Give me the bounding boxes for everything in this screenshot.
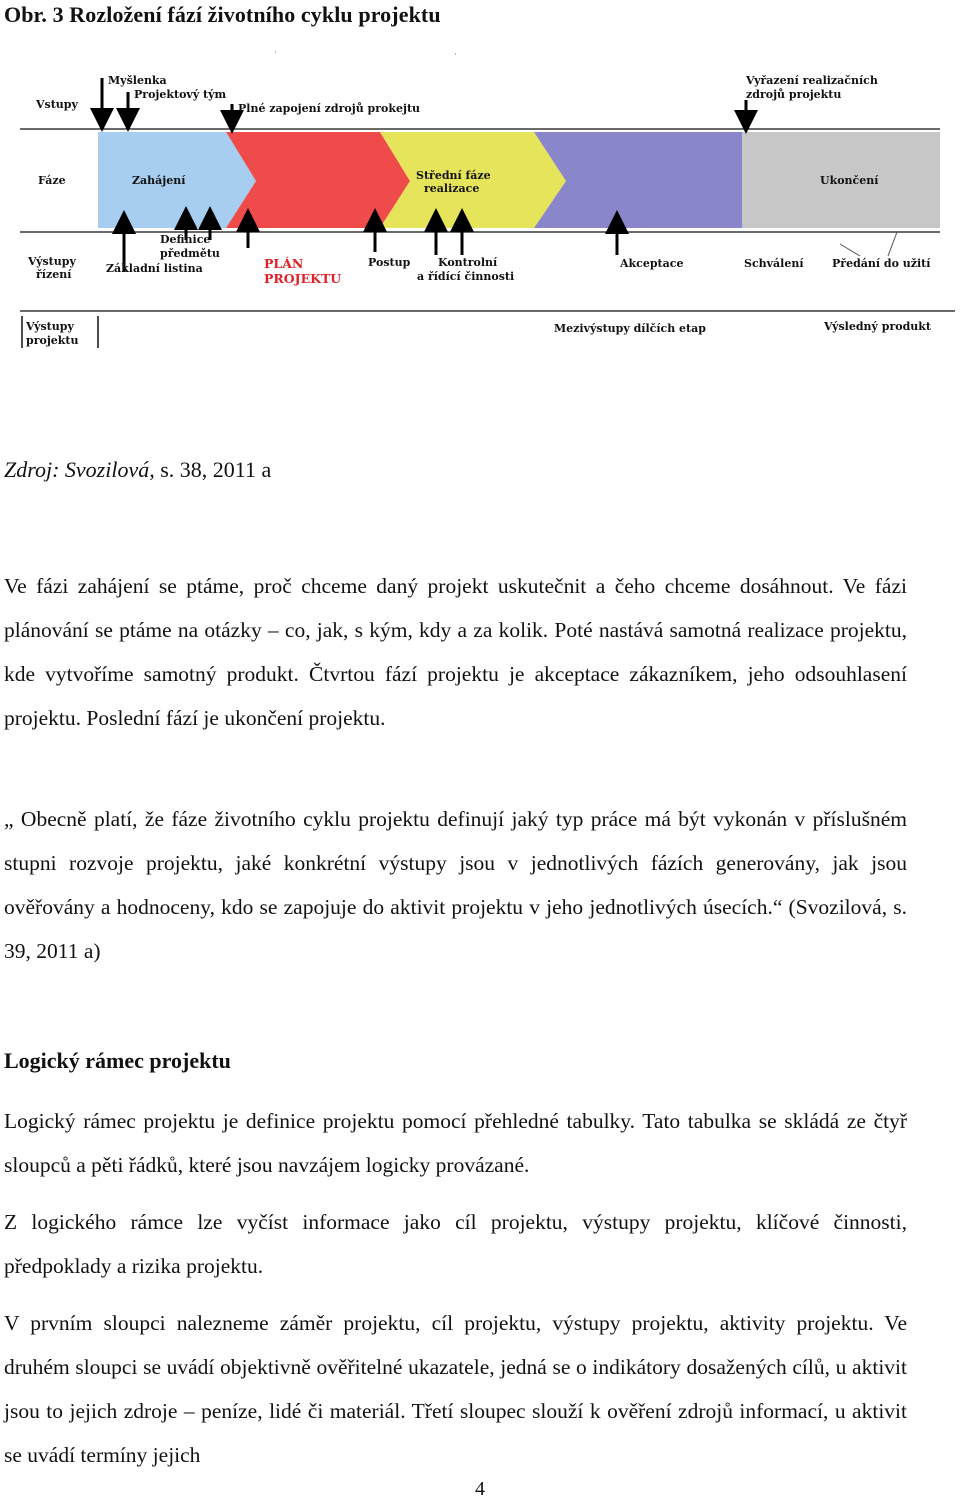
lifecycle-svg: [0, 40, 960, 370]
page-number: 4: [475, 1478, 485, 1500]
source-rest: s. 38, 2011 a: [154, 457, 272, 482]
input-release-1: Vyřazení realizačních: [746, 74, 878, 87]
paragraph-logframe-3: V prvním sloupci nalezneme záměr projektu, cíl projektu, výstupy projektu, aktivity projektu. Ve druhém sloupci se uvádí objektivně ověřitelné ukazatele, jedná se o indikátory dosažených cílů, u aktivit jsou to jejich zdroje – peníze, lidé či materiál. Třetí sloupec slouží k ověření zdrojů informací, u aktivit se uvádí termíny jejich: [4, 1311, 907, 1467]
source-author: Zdroj: Svozilová,: [4, 457, 155, 482]
paragraph-phases: Ve fázi zahájení se ptáme, proč chceme daný projekt uskutečnit a čeho chceme dosáhnout. Ve fázi plánování se ptáme na otázky – co, jak, s kým, kdy a za kolik. Poté nastává samotná realizace projektu, kde vytvoříme samotný produkt. Čtvrtou fází projektu je akceptace zákazníkem, jeho odsouhlasení projektu. Poslední fází je ukončení projektu.: [4, 574, 907, 730]
row-label-phases: Fáze: [38, 174, 66, 187]
input-release-2: zdrojů projektu: [746, 88, 842, 101]
paragraph-quote: „ Obecně platí, že fáze životního cyklu projektu definují jaký typ práce má být vykonán v příslušném stupni rozvoje projektu, jaké konkrétní výstupy jsou v jednotlivých fázích generovány, jak jsou ověřovány a hodnoceny, kdo se zapojuje do aktivit projektu v jeho jednotlivých úsecích.“ (Svozilová, s. 39, 2011 a): [4, 807, 907, 963]
mgmt-charter: Základní listina: [106, 262, 203, 275]
phase-label-execution-2: realizace: [424, 182, 480, 195]
mgmt-definition-1: Definice: [160, 233, 211, 246]
input-team: Projektový tým: [134, 88, 227, 101]
mgmt-definition-2: předmětu: [160, 247, 220, 260]
row-label-outputs-2: projektu: [26, 334, 79, 347]
mgmt-approval: Schválení: [744, 257, 804, 270]
phase-label-initiation: Zahájení: [132, 174, 186, 187]
mgmt-control-1: Kontrolní: [438, 256, 498, 269]
mgmt-plan-1: PLÁN: [264, 256, 304, 271]
mgmt-progress: Postup: [368, 256, 411, 269]
row-label-inputs: Vstupy: [36, 98, 78, 111]
paragraph-logframe-1: Logický rámec projektu je definice projektu pomocí přehledné tabulky. Tato tabulka se skládá ze čtyř sloupců a pěti řádků, které jsou navzájem logicky provázané.: [4, 1109, 907, 1177]
phase-label-execution-1: Střední fáze: [416, 169, 491, 182]
project-lifecycle-diagram: [0, 40, 960, 370]
input-resources: Plné zapojení zdrojů prokejtu: [238, 102, 421, 115]
section-heading: Logický rámec projektu: [4, 1048, 231, 1073]
row-label-mgmt-1: Výstupy: [28, 255, 76, 268]
output-interim: Mezivýstupy dílčích etap: [554, 322, 706, 335]
mgmt-handover: Předání do užití: [832, 257, 931, 270]
row-label-mgmt-2: řízení: [36, 268, 72, 281]
paragraph-logframe-2: Z logického rámce lze vyčíst informace jako cíl projektu, výstupy projektu, klíčové činnosti, předpoklady a rizika projektu.: [4, 1210, 907, 1278]
mgmt-control-2: a řídící činnosti: [417, 270, 515, 283]
figure-source: [4, 457, 271, 483]
figure-caption: Obr. 3 Rozložení fází životního cyklu projektu: [4, 2, 441, 27]
mgmt-acceptance: Akceptace: [620, 257, 684, 270]
mgmt-plan-2: PROJEKTU: [264, 271, 342, 286]
row-label-outputs-1: Výstupy: [26, 320, 74, 333]
output-result: Výsledný produkt: [824, 320, 931, 333]
phase-label-closure: Ukončení: [820, 174, 879, 187]
input-idea: Myšlenka: [108, 74, 167, 87]
